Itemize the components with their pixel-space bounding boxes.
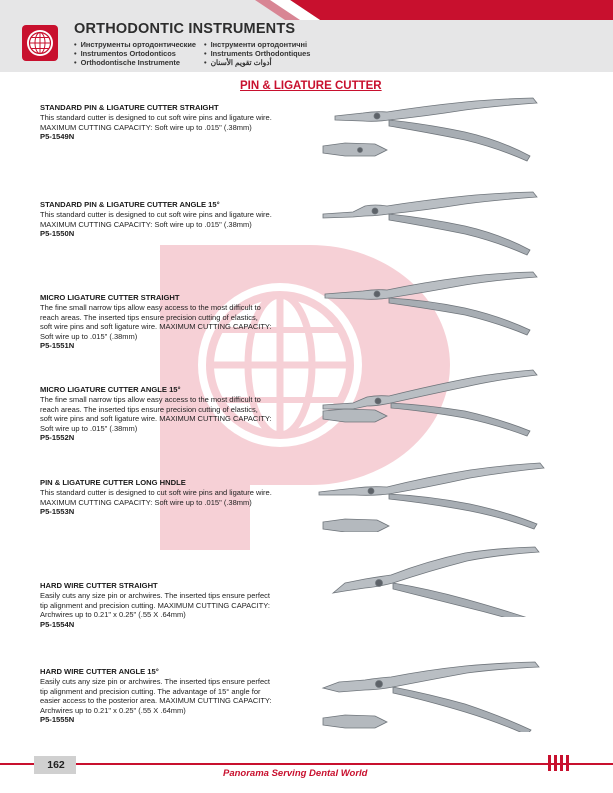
product-name: STANDARD PIN & LIGATURE CUTTER ANGLE 15° bbox=[40, 200, 220, 209]
section-title: PIN & LIGATURE CUTTER bbox=[240, 80, 382, 92]
product-description: The fine small narrow tips allow easy access to the most difficult to reach areas. The inserted tips ensure precision cutting of elastics, soft wire pins and soft ligature wire. MAXIMUM CUTTING CAPACITY: Soft wire up to .015" (.38mm) bbox=[40, 303, 272, 341]
cutter-image bbox=[315, 96, 590, 168]
language-item: • أدوات تقويم الأسنان bbox=[204, 58, 272, 68]
product-name: HARD WIRE CUTTER STRAIGHT bbox=[40, 581, 158, 590]
product-entry bbox=[40, 103, 302, 142]
product-name: MICRO LIGATURE CUTTER ANGLE 15° bbox=[40, 385, 181, 394]
product-name: HARD WIRE CUTTER ANGLE 15° bbox=[40, 667, 159, 676]
product-code: P5-1555N bbox=[40, 715, 75, 725]
footer-tagline: Panorama Serving Dental World bbox=[223, 768, 368, 779]
language-item: • Інструменти ортодонтичні bbox=[204, 40, 307, 50]
product-entry bbox=[40, 667, 302, 725]
product-entry bbox=[40, 200, 302, 239]
product-code: P5-1551N bbox=[40, 341, 75, 351]
product-code: P5-1550N bbox=[40, 229, 75, 239]
language-item: • Инструменты ортодонтические bbox=[74, 40, 196, 50]
product-entry bbox=[40, 385, 302, 443]
cutter-image bbox=[315, 460, 590, 532]
product-description: Easily cuts any size pin or archwires. The inserted tips ensure perfect tip alignment and precision cutting. MAXIMUM CUTTING CAPACITY: Archwires up to 0.21" x 0.25" (.55 X .64mm) bbox=[40, 591, 270, 620]
product-name: MICRO LIGATURE CUTTER STRAIGHT bbox=[40, 293, 180, 302]
product-description: The fine small narrow tips allow easy access to the most difficult to reach areas. The inserted tips ensure precision cutting of elastics, soft wire pins and soft ligature wire. MAXIMUM CUTTING CAPACITY: Soft wire up to .015" (.38mm) bbox=[40, 395, 272, 433]
cutter-image bbox=[315, 660, 590, 732]
header-decoration bbox=[0, 0, 613, 20]
language-item: • Instrumentos Ortodonticos bbox=[74, 49, 176, 59]
page-number: 162 bbox=[47, 759, 65, 771]
product-name: PIN & LIGATURE CUTTER LONG HNDLE bbox=[40, 478, 186, 487]
product-code: P5-1549N bbox=[40, 132, 75, 142]
product-code: P5-1553N bbox=[40, 507, 75, 517]
product-entry bbox=[40, 293, 302, 351]
language-item: • Instruments Orthodontiques bbox=[204, 49, 310, 59]
cutter-image bbox=[315, 545, 590, 617]
page-header bbox=[0, 0, 613, 72]
product-code: P5-1554N bbox=[40, 619, 75, 629]
cutter-image bbox=[315, 190, 590, 262]
language-item: • Orthodontische Instrumente bbox=[74, 58, 180, 68]
product-name: STANDARD PIN & LIGATURE CUTTER STRAIGHT bbox=[40, 103, 219, 112]
product-description: Easily cuts any size pin or archwires. The inserted tips ensure perfect tip alignment and precision cutting. The advantage of 15° angle for easier access to the posterior area. MAXIMUM CUTTING CAPACITY: Archwires up to 0.21" x 0.25" (.55 X .64mm) bbox=[40, 677, 272, 715]
product-description: This standard cutter is designed to cut soft wire pins and ligature wire. MAXIMUM CUTTING CAPACITY: Soft wire up to .015" (.38mm) bbox=[40, 210, 272, 229]
product-description: This standard cutter is designed to cut soft wire pins and ligature wire. MAXIMUM CUTTING CAPACITY: Soft wire up to .015" (.38mm) bbox=[40, 113, 272, 132]
catalog-title: ORTHODONTIC INSTRUMENTS bbox=[74, 21, 296, 37]
cutter-image bbox=[315, 268, 590, 340]
product-entry bbox=[40, 581, 302, 630]
product-code: P5-1552N bbox=[40, 433, 75, 443]
brand-logo bbox=[22, 25, 58, 61]
cutter-image bbox=[315, 365, 590, 437]
product-entry bbox=[40, 478, 302, 517]
product-description: This standard cutter is designed to cut soft wire pins and ligature wire. MAXIMUM CUTTING CAPACITY: Soft wire up to .015" (.38mm) bbox=[40, 488, 272, 507]
